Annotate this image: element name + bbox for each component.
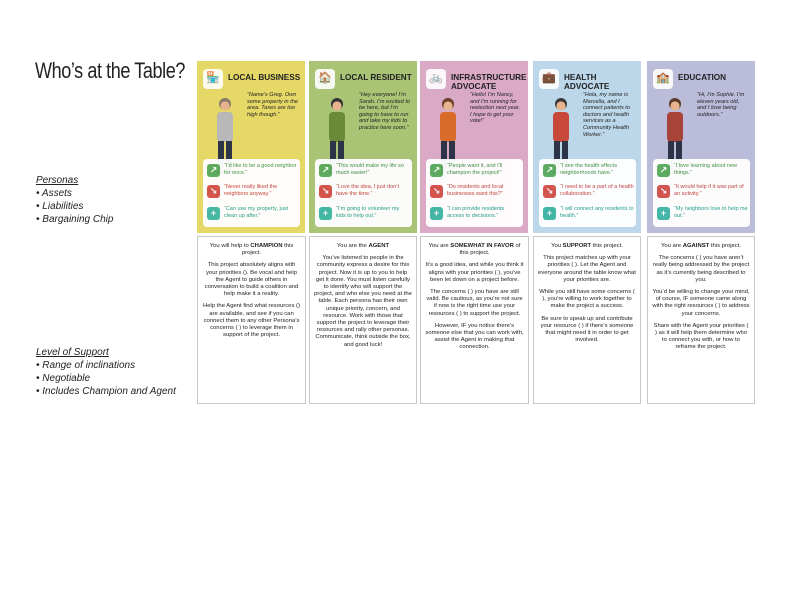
support-level-label: CHAMPION (250, 243, 283, 249)
support-paragraph (202, 262, 301, 298)
priority-icon: ↗ (207, 164, 220, 177)
persona-name: EDUCATION (678, 73, 727, 82)
support-paragraph (425, 289, 524, 318)
priority-row (653, 161, 750, 181)
support-paragraph (202, 243, 301, 257)
paragraph-text: This project matches up with your priorities ( ). Let the Agent and everyone around the table know what your priorities are. (538, 255, 636, 283)
concern-text: “It would help if it was part of an activity.” (674, 184, 744, 197)
paragraph-text: You will help to (209, 243, 251, 249)
support-level-label: AGAINST (682, 243, 710, 249)
persona-card (309, 61, 417, 233)
persona-card (647, 61, 755, 233)
persona-name: LOCAL RESIDENT (340, 73, 412, 82)
support-paragraph (652, 243, 750, 250)
resource-icon: + (319, 207, 332, 220)
support-paragraph (314, 255, 412, 349)
priority-text: “People want it, and I’ll champion the project!” (447, 163, 503, 176)
priority-text: “I see the health effects neighborhoods have.” (560, 163, 618, 176)
support-paragraph (425, 262, 524, 284)
resource-icon: + (430, 207, 443, 220)
paragraph-text: Be sure to speak up and contribute your resource ( ) if there’s someone that might need it in order to get involved. (540, 315, 634, 344)
persona-statements (426, 159, 523, 227)
support-paragraph (202, 303, 301, 339)
paragraph-text: You (551, 243, 563, 249)
priority-text: “This would make my life so much easier!” (336, 163, 404, 176)
paragraph-text: The concerns ( ) you have are still valid. Be cautious, as you’re not sure if now is the right time use your resources ( ) to support the project. (426, 289, 523, 317)
resource-text: “My neighbors love to help me out.” (674, 206, 748, 219)
paragraph-text: this project. (591, 243, 623, 249)
priority-row (539, 161, 636, 181)
persona-quote: “Hola, my name is Marcella, and I connect patients to doctors and health services as a Community Health Worker.” (583, 92, 630, 138)
concern-row (426, 182, 523, 202)
paragraph-text: this project. (709, 243, 741, 249)
bicycle-icon: 🚲 (426, 69, 446, 89)
priority-icon: ↗ (543, 164, 556, 177)
persona-quote: “Name’s Greg. Own some property in the area. Taxes are too high though.” (247, 92, 298, 118)
support-level-label: SUPPORT (562, 243, 592, 249)
paragraph-text: Share with the Agent your priorities ( ) as it will help them determine who to connect you with, or how to reframe the project. (653, 322, 749, 351)
priority-icon: ↗ (319, 164, 332, 177)
concern-icon: ↘ (430, 185, 443, 198)
concern-text: “Never really liked the neighbors anyway.” (224, 184, 278, 197)
page-title: Who’s at the Table? (35, 58, 186, 83)
resource-row (426, 204, 523, 224)
concern-row (315, 182, 412, 202)
paragraph-text: of this project. (459, 243, 521, 257)
resource-text: “Can use my property, just clean up after.” (224, 206, 289, 219)
persona-card (420, 61, 528, 233)
paragraph-text: ). Be vocal and help the Agent to guide others in conversation to build a coalition and help make it a reality. (204, 269, 299, 298)
persona-statements (203, 159, 300, 227)
support-paragraph (652, 255, 750, 284)
legend-item: • Assets (36, 188, 72, 199)
concern-icon: ↘ (657, 185, 670, 198)
card-header (420, 61, 528, 91)
card-header (533, 61, 641, 91)
store-icon: 🏪 (203, 69, 223, 89)
paragraph-text: You’d be willing to change your mind, of course, IF someone came along with the right resources ( ) to address your concerns. (652, 289, 750, 317)
concern-text: “I need to be a part of a health collaboration.” (560, 184, 634, 197)
support-heading: Level of Support (36, 347, 109, 358)
persona-name: HEALTH ADVOCATE (564, 73, 610, 91)
persona-card (197, 61, 305, 233)
persona-statements (539, 159, 636, 227)
personas-heading: Personas (36, 175, 79, 186)
personas-legend (36, 174, 113, 226)
resource-row (315, 204, 412, 224)
support-level-box (533, 236, 641, 404)
concern-row (203, 182, 300, 202)
paragraph-text: You are (428, 243, 451, 249)
support-level-box (420, 236, 529, 404)
resource-row (653, 204, 750, 224)
concern-text: “Love the idea, I just don’t have the time.” (336, 184, 399, 197)
paragraph-text: You’ve listened to people in the community express a desire for this project. Now it is up to you to help get it done. You must listen carefully to identify who will support the project, and who else you need at the table. Each persona has their own unique priority, concern, and resource. Work with those that support the project to leverage their resources and rally other personas. Communicate, think outside the box, and good luck! (314, 255, 412, 348)
resource-icon: + (657, 207, 670, 220)
paragraph-text: The concerns ( ) you have aren’t really being addressed by the project as it’s currently being described to you. (652, 255, 750, 283)
paragraph-text: While you still have some concerns ( ), you’re willing to work together to make the project a success. (539, 289, 635, 310)
concern-icon: ↘ (207, 185, 220, 198)
legend-item: • Includes Champion and Agent (36, 386, 176, 397)
persona-name: LOCAL BUSINESS (228, 73, 301, 82)
resource-icon: + (543, 207, 556, 220)
paragraph-text: this project. (241, 243, 294, 257)
paragraph-text: You are (660, 243, 683, 249)
concern-row (653, 182, 750, 202)
persona-quote: “Hi, I’m Sophie. I’m eleven years old, and I love being outdoors.” (697, 92, 745, 118)
support-paragraph (538, 316, 636, 345)
paragraph-text: Help the Agent find what resources ( (203, 303, 298, 310)
card-header (309, 61, 417, 91)
priority-icon: ↗ (657, 164, 670, 177)
resource-row (539, 204, 636, 224)
resource-row (203, 204, 300, 224)
paragraph-text: It’s a good idea, and while you think it aligns with your priorities ( ), you’ve been let down on a project before. (425, 262, 524, 283)
paragraph-text: You are the (336, 243, 369, 249)
legend-item: • Liabilities (36, 201, 84, 212)
paragraph-text: This project absolutely aligns with your priorities ( (205, 262, 296, 276)
card-header (647, 61, 755, 91)
support-level-label: SOMEWHAT IN FAVOR (450, 243, 514, 249)
support-paragraph (425, 323, 524, 352)
legend-item: • Negotiable (36, 373, 91, 384)
resource-icon: + (207, 207, 220, 220)
priority-text: “I love learning about new things.” (674, 163, 737, 176)
support-paragraph (538, 255, 636, 284)
paragraph-text: ) are available, and see if you can connect them to any other Persona’s concerns ( ) to leverage them in support of the project. (203, 303, 300, 339)
concern-icon: ↘ (319, 185, 332, 198)
paragraph-text: However, IF you notice there’s someone else that you can work with, assist the Agent in making that connection. (425, 322, 524, 351)
support-level-label: AGENT (368, 243, 390, 249)
school-icon: 🏫 (653, 69, 673, 89)
priority-icon: ↗ (430, 164, 443, 177)
persona-quote: “Hey everyone! I’m Sarah. I’m excited to be here, but I’m going to have to run and take my kids to practice here soon.” (359, 92, 410, 131)
house-icon: 🏠 (315, 69, 335, 89)
support-paragraph (652, 323, 750, 352)
support-paragraph (538, 243, 636, 250)
persona-name: INFRASTRUCTURE ADVOCATE (451, 73, 527, 91)
concern-text: “Do residents and local businesses want this?” (447, 184, 504, 197)
support-level-box (647, 236, 755, 404)
legend-item: • Range of inclinations (36, 360, 136, 371)
persona-card (533, 61, 641, 233)
persona-statements (653, 159, 750, 227)
support-legend (36, 346, 176, 398)
persona-statements (315, 159, 412, 227)
persona-quote: “Hello! I’m Nancy, and I’m running for reelection next year. I hope to get your vote!” (470, 92, 521, 125)
support-paragraph (538, 289, 636, 311)
resource-text: “I can provide residents access to decisions.” (447, 206, 505, 219)
support-level-box (309, 236, 417, 404)
support-level-box (197, 236, 306, 404)
resource-text: “I will connect any residents to health.” (560, 206, 634, 219)
legend-item: • Bargaining Chip (36, 214, 114, 225)
priority-row (426, 161, 523, 181)
priority-row (315, 161, 412, 181)
priority-text: “I’d like to be a good neighbor for once.” (224, 163, 297, 176)
support-paragraph (425, 243, 524, 257)
card-header (197, 61, 305, 91)
support-paragraph (314, 243, 412, 250)
medkit-icon: 💼 (539, 69, 559, 89)
resource-text: “I’m going to volunteer my kids to help out.” (336, 206, 400, 219)
priority-row (203, 161, 300, 181)
concern-row (539, 182, 636, 202)
support-paragraph (652, 289, 750, 318)
concern-icon: ↘ (543, 185, 556, 198)
